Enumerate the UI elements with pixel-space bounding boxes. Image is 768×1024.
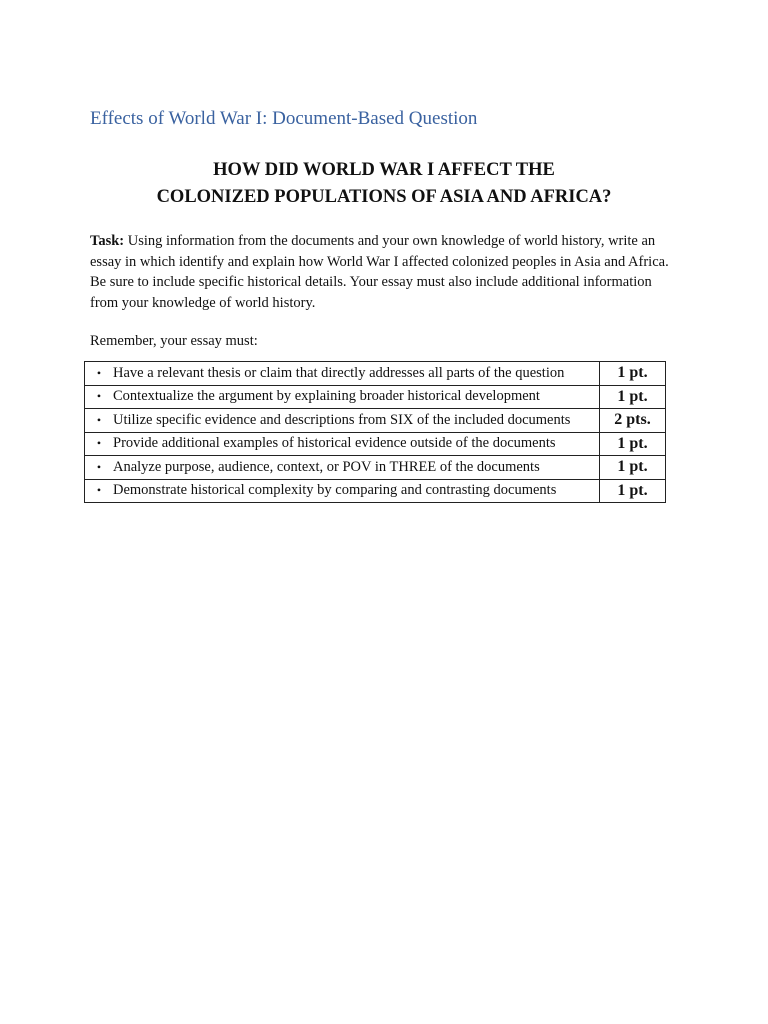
rubric-points: 1 pt.: [600, 362, 666, 386]
question-line-2: COLONIZED POPULATIONS OF ASIA AND AFRICA?: [156, 187, 612, 207]
task-paragraph: [90, 231, 680, 313]
rubric-row: [85, 456, 666, 480]
rubric-row: [85, 362, 666, 386]
rubric-requirement: Analyze purpose, audience, context, or POV in THREE of the documents: [113, 458, 540, 475]
rubric-points: 1 pt.: [600, 456, 666, 480]
bullet-icon: •: [96, 365, 102, 380]
bullet-icon: •: [96, 459, 102, 474]
rubric-row: [85, 409, 666, 433]
question-title: [0, 157, 768, 211]
bullet-icon: •: [96, 483, 102, 498]
bullet-icon: •: [96, 389, 102, 404]
rubric-row: [85, 385, 666, 409]
task-label: Task:: [90, 233, 125, 249]
bullet-icon: •: [96, 412, 102, 427]
rubric-points: 1 pt.: [600, 479, 666, 503]
rubric-requirement: Have a relevant thesis or claim that directly addresses all parts of the question: [113, 364, 565, 381]
rubric-requirement: Provide additional examples of historical evidence outside of the documents: [113, 435, 556, 452]
rubric-table: [84, 361, 666, 503]
rubric-points: 2 pts.: [600, 409, 666, 433]
question-line-1: HOW DID WORLD WAR I AFFECT THE: [213, 160, 555, 180]
task-text: Using information from the documents and your own knowledge of world history, write an essay in which identify and explain how World War I affected colonized peoples in Asia and Africa. Be sure to include specific historical details. Your essay must also include additional information from your knowledge of world history.: [90, 233, 669, 311]
rubric-requirement: Contextualize the argument by explaining broader historical development: [113, 388, 540, 405]
rubric-row: [85, 479, 666, 503]
rubric-row: [85, 432, 666, 456]
remember-line: Remember, your essay must:: [90, 333, 258, 349]
rubric-requirement: Demonstrate historical complexity by comparing and contrasting documents: [113, 482, 557, 499]
document-heading: Effects of World War I: Document-Based Question: [90, 108, 478, 129]
rubric-requirement: Utilize specific evidence and descriptions from SIX of the included documents: [113, 411, 571, 428]
rubric-points: 1 pt.: [600, 432, 666, 456]
rubric-points: 1 pt.: [600, 385, 666, 409]
bullet-icon: •: [96, 436, 102, 451]
